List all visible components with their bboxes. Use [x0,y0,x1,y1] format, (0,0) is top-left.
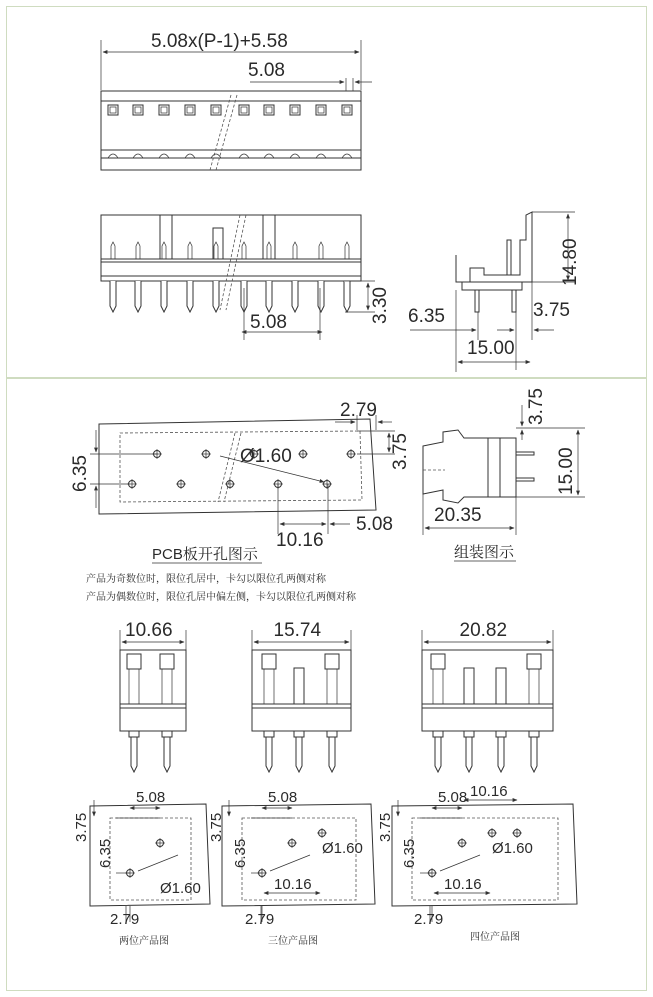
top-view [101,31,372,170]
dim-variant-row: 6.35 [232,838,249,868]
notes [86,572,357,603]
variant-4-position [377,620,577,943]
dim-pcb-pitch: 5.08 [356,514,393,535]
dim-variant-row: 6.35 [401,838,418,868]
pcb-board-outline [99,419,376,514]
dim-variant-row: 6.35 [97,838,114,868]
dim-variant-hole: Ø1.60 [492,840,533,857]
dim-side-pin-to-edge: 6.35 [408,306,445,327]
front-view [101,215,391,340]
pcb-caption: PCB板开孔图示 [152,546,258,563]
dim-variant-pitch: 5.08 [438,789,468,806]
dim-variant-pitch: 5.08 [268,789,298,806]
variant-caption: 四位产品图 [470,932,520,943]
variant-pcb-outline [392,804,577,906]
pin-lower [318,281,324,312]
dim-variant-offset: 3.75 [73,812,90,842]
dim-pin-length: 3.30 [370,287,391,324]
pin-lower [161,281,167,312]
note-odd-positions: 产品为奇数位时，限位孔居中，卡勾以限位孔两侧对称 [86,574,326,585]
dim-variant-offset: 3.75 [208,812,225,842]
dim-pcb-span: 10.16 [276,530,324,551]
dim-pitch-top: 5.08 [248,60,285,81]
dim-variant-width: 10.66 [125,620,173,641]
dim-variant-pitch2: 10.16 [470,783,508,800]
variant-views [73,620,577,947]
dim-variant-span: 10.16 [274,876,312,893]
side-housing-outline [456,212,532,282]
dim-assembly-offset: 3.75 [526,388,547,425]
pin-lower [213,281,219,312]
side-view [408,212,581,372]
dim-side-pin-offset: 3.75 [533,300,570,321]
dim-assembly-depth: 20.35 [434,505,482,526]
pin-lower [266,281,272,312]
dim-pcb-pitch-x: 2.79 [340,400,377,421]
variant-3-position [208,620,375,947]
variant-2-position [73,620,210,947]
pin-lower [187,281,193,312]
dim-variant-hole: Ø1.60 [160,880,201,897]
assembly-view [423,388,585,561]
dim-variant-hole: Ø1.60 [322,840,363,857]
dim-variant-edge: 2.79 [245,911,275,928]
pcb-layout [70,400,411,563]
dim-variant-offset: 3.75 [377,812,394,842]
dim-pitch-front: 5.08 [250,312,287,333]
dim-overall-formula: 5.08x(P-1)+5.58 [151,31,288,52]
assembly-caption: 组装图示 [454,544,515,561]
dim-side-depth: 15.00 [467,338,515,359]
dim-variant-span: 10.16 [444,876,482,893]
pin-lower [110,281,116,312]
dim-variant-edge: 2.79 [110,911,140,928]
dim-variant-pitch: 5.08 [136,789,166,806]
dim-pcb-row-spacing: 6.35 [70,455,91,492]
dim-assembly-height: 15.00 [556,447,577,495]
note-even-positions: 产品为偶数位时，限位孔居中偏左侧，卡勾以限位孔两侧对称 [86,592,356,603]
dim-variant-width: 20.82 [459,620,508,641]
pin-lower [344,281,350,312]
dim-variant-width: 15.74 [273,620,322,641]
pin-lower [292,281,298,312]
variant-caption: 两位产品图 [119,936,169,947]
pin-lower [135,281,141,312]
dim-pcb-offset-y: 3.75 [390,433,411,470]
dim-variant-edge: 2.79 [414,911,444,928]
variant-caption: 三位产品图 [268,936,318,947]
dim-pcb-hole-diameter: Ø1.60 [240,446,292,467]
dim-side-height: 14.80 [560,238,581,286]
